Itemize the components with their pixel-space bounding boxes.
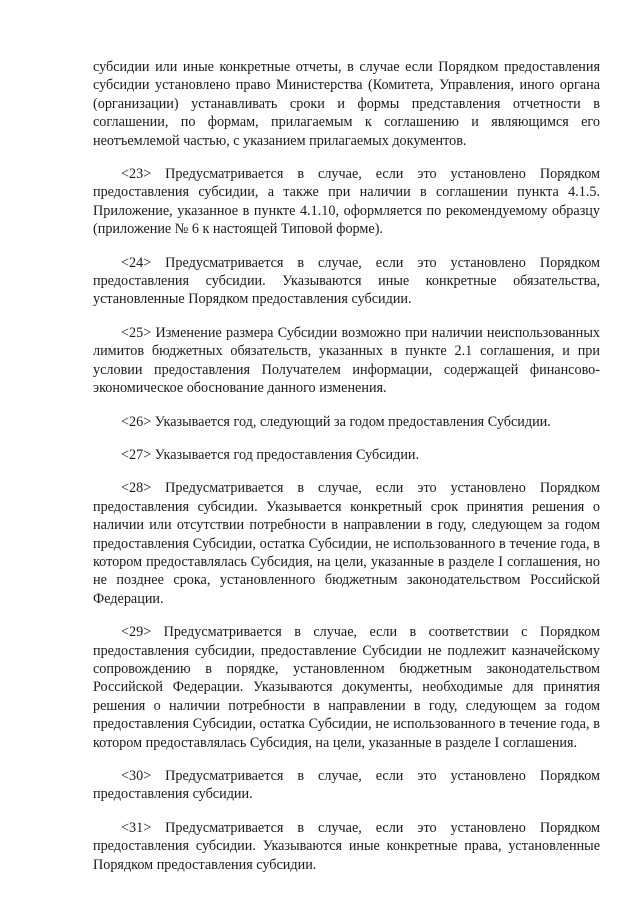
footnote-30: <30> Предусматривается в случае, если это установлено Порядком предоставления субсидии. <box>93 768 600 803</box>
footnote-29: <29> Предусматривается в случае, если в соответствии с Порядком предоставления субсидии, предоставление Субсидии не подлежит казначейскому сопровождению в порядке, установленном бюджетным законодательством Российской Федерации. Указываются документы, необходимые для принятия решения о наличии потребности в направлении в году, следующем за годом предоставления Субсидии, остатка Субсидии, не использованного в течение года, в котором предоставлялась Субсидия, на цели, указанные в разделе I соглашения. <box>93 624 600 751</box>
footnote-26: <26> Указывается год, следующий за годом предоставления Субсидии. <box>121 413 551 430</box>
footnote-25: <25> Изменение размера Субсидии возможно при наличии неиспользованных лимитов бюджетных обязательств, указанных в пункте 2.1 соглашения, и при условии предоставления Получателем информации, содержащей финансово-экономическое обоснование данного изменения. <box>93 324 600 397</box>
footnote-31: <31> Предусматривается в случае, если это установлено Порядком предоставления субсидии. Указываются иные конкретные права, установленные Порядком предоставления субсидии. <box>93 819 600 873</box>
footnote-28: <28> Предусматривается в случае, если это установлено Порядком предоставления субсидии. Указывается конкретный срок принятия решения о наличии или отсутствии потребности в направлении в году, следующем за годом предоставления Субсидии, остатка Субсидии, не использованного в течение года, в котором предоставлялась Субсидия, на цели, указанные в разделе I соглашения, но не позднее срока, установленного бюджетным законодательством Российской Федерации. <box>93 480 600 607</box>
footnote-23: <23> Предусматривается в случае, если это установлено Порядком предоставления субсидии, а также при наличии в соглашении пункта 4.1.5. Приложение, указанное в пункте 4.1.10, оформляется по рекомендуемому образцу (приложение № 6 к настоящей Типовой форме). <box>93 166 600 238</box>
paragraph-continuation: субсидии или иные конкретные отчеты, в случае если Порядком предоставления субсидии установлено право Министерства (Комитета, Управления, иного органа (организации) устанавливать сроки и формы представления отчетности в соглашении, по формам, прилагаемым к соглашению и являющимся его неотъемлемой частью, с указанием прилагаемых документов. <box>93 59 600 149</box>
document-page <box>93 58 600 874</box>
footnote-24: <24> Предусматривается в случае, если это установлено Порядком предоставления субсидии. Указываются иные конкретные обязательства, установленные Порядком предоставления субсидии. <box>93 254 600 308</box>
footnote-27: <27> Указывается год предоставления Субсидии. <box>121 446 420 463</box>
